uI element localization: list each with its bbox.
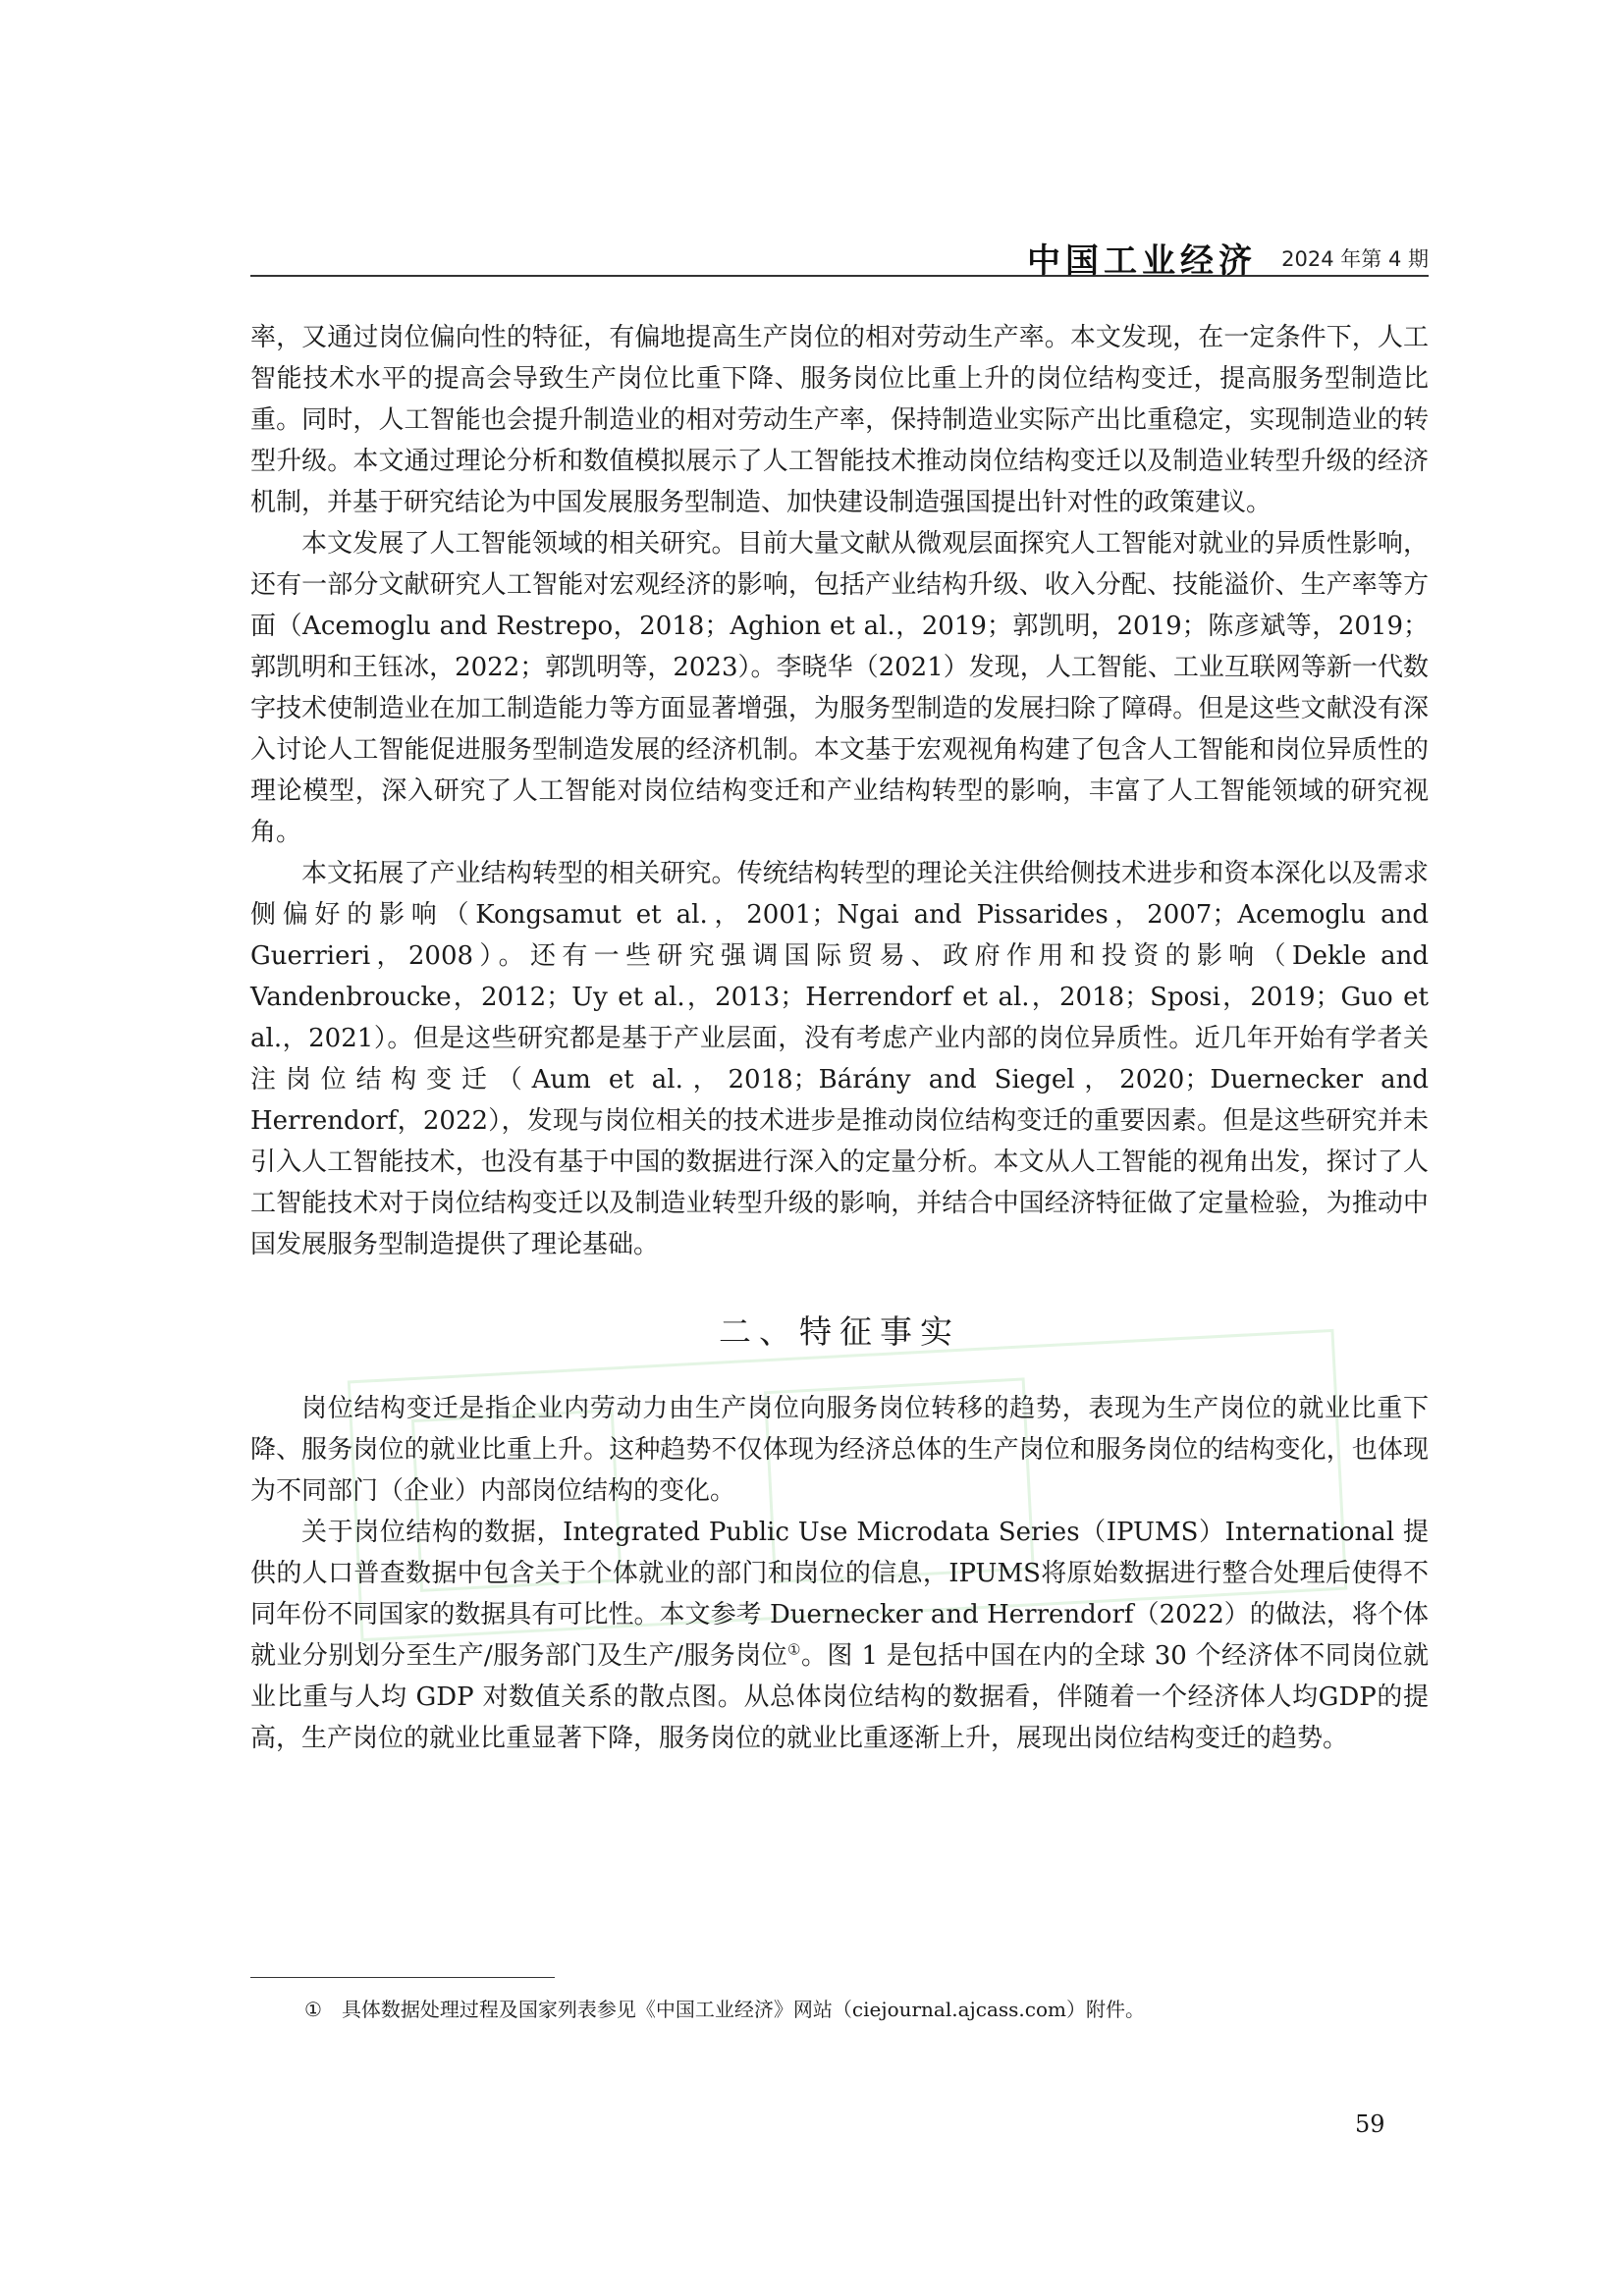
paragraph-text-part: 关于岗位结构的数据，Integrated Public Use Microdata Series（IPUMS）International 提供的人口普查数据中包含关于个体就业的部门和岗位的信息，IPUMS将原始数据进行整合处理后使得不同年份不同国家的数据具有可比性。本文参考 Duernecker and Herrendorf（2022）的做法，将个体就业分别划分至生产/服务部门及生产/服务岗位 — [250, 1518, 1429, 1671]
issue-label: 2024 年第 4 期 — [1281, 247, 1429, 271]
paragraph-ai-literature: 本文发展了人工智能领域的相关研究。目前大量文献从微观层面探究人工智能对就业的异质性影响，还有一部分文献研究人工智能对宏观经济的影响，包括产业结构升级、收入分配、技能溢价、生产率等方面（Acemoglu and Restrepo，2018；Aghion et al.，2019；郭凯明，2019；陈彦斌等，2019；郭凯明和王钰冰，2022；郭凯明等，2023）。李晓华（2021）发现，人工智能、工业互联网等新一代数字技术使制造业在加工制造能力等方面显著增强，为服务型制造的发展扫除了障碍。但是这些文献没有深入讨论人工智能促进服务型制造发展的经济机制。本文基于宏观视角构建了包含人工智能和岗位异质性的理论模型，深入研究了人工智能对岗位结构变迁和产业结构转型的影响，丰富了人工智能领域的研究视角。 — [250, 529, 1429, 847]
paragraph-continuation: 率，又通过岗位偏向性的特征，有偏地提高生产岗位的相对劳动生产率。本文发现，在一定条件下，人工智能技术水平的提高会导致生产岗位比重下降、服务岗位比重上升的岗位结构变迁，提高服务型制造比重。同时，人工智能也会提升制造业的相对劳动生产率，保持制造业实际产出比重稳定，实现制造业的转型升级。本文通过理论分析和数值模拟展示了人工智能技术推动岗位结构变迁以及制造业转型升级的经济机制，并基于研究结论为中国发展服务型制造、加快建设制造强国提出针对性的政策建议。 — [250, 323, 1429, 517]
footnote-mark: ① — [304, 1998, 322, 2021]
journal-name: 中国工业经济 — [1027, 241, 1257, 281]
running-header — [250, 234, 1429, 281]
footnote — [304, 1995, 1145, 2024]
paragraph-job-structure-data — [250, 1512, 1429, 1759]
page-number: 59 — [1355, 2110, 1385, 2138]
footnote-text: 具体数据处理过程及国家列表参见《中国工业经济》网站（ciejournal.ajcass.com）附件。 — [341, 1998, 1145, 2021]
section-heading: 二、特征事实 — [719, 1312, 960, 1351]
paragraph-job-structure-definition: 岗位结构变迁是指企业内劳动力由生产岗位向服务岗位转移的趋势，表现为生产岗位的就业比重下降、服务岗位的就业比重上升。这种趋势不仅体现为经济总体的生产岗位和服务岗位的结构变化，也体现为不同部门（企业）内部岗位结构的变化。 — [250, 1394, 1429, 1506]
paragraph-text-part: 。图 1 是包括中国在内的全球 30 个经济体不同岗位就业比重与人均 GDP 对数值关系的散点图。从总体岗位结构的数据看，伴随着一个经济体人均GDP的提高，生产岗位的就业比重显著下降，服务岗位的就业比重逐渐上升，展现出岗位结构变迁的趋势。 — [250, 1641, 1430, 1753]
footnote-divider — [250, 1977, 555, 1978]
footnote-reference[interactable]: ① — [787, 1640, 801, 1659]
paragraph-structural-transformation: 本文拓展了产业结构转型的相关研究。传统结构转型的理论关注供给侧技术进步和资本深化以及需求侧偏好的影响（Kongsamut et al.，2001；Ngai and Pissarides，2007；Acemoglu and Guerrieri，2008）。还有一些研究强调国际贸易、政府作用和投资的影响（Dekle and Vandenbroucke，2012；Uy et al.，2013；Herrendorf et al.，2018；Sposi，2019；Guo et al.，2021）。但是这些研究都是基于产业层面，没有考虑产业内部的岗位异质性。近几年开始有学者关注岗位结构变迁（Aum et al.，2018；Bárány and Siegel，2020；Duernecker and Herrendorf，2022），发现与岗位相关的技术进步是推动岗位结构变迁的重要因素。但是这些研究并未引入人工智能技术，也没有基于中国的数据进行深入的定量分析。本文从人工智能的视角出发，探讨了人工智能技术对于岗位结构变迁以及制造业转型升级的影响，并结合中国经济特征做了定量检验，为推动中国发展服务型制造提供了理论基础。 — [250, 859, 1429, 1259]
body-text — [250, 317, 1429, 1759]
